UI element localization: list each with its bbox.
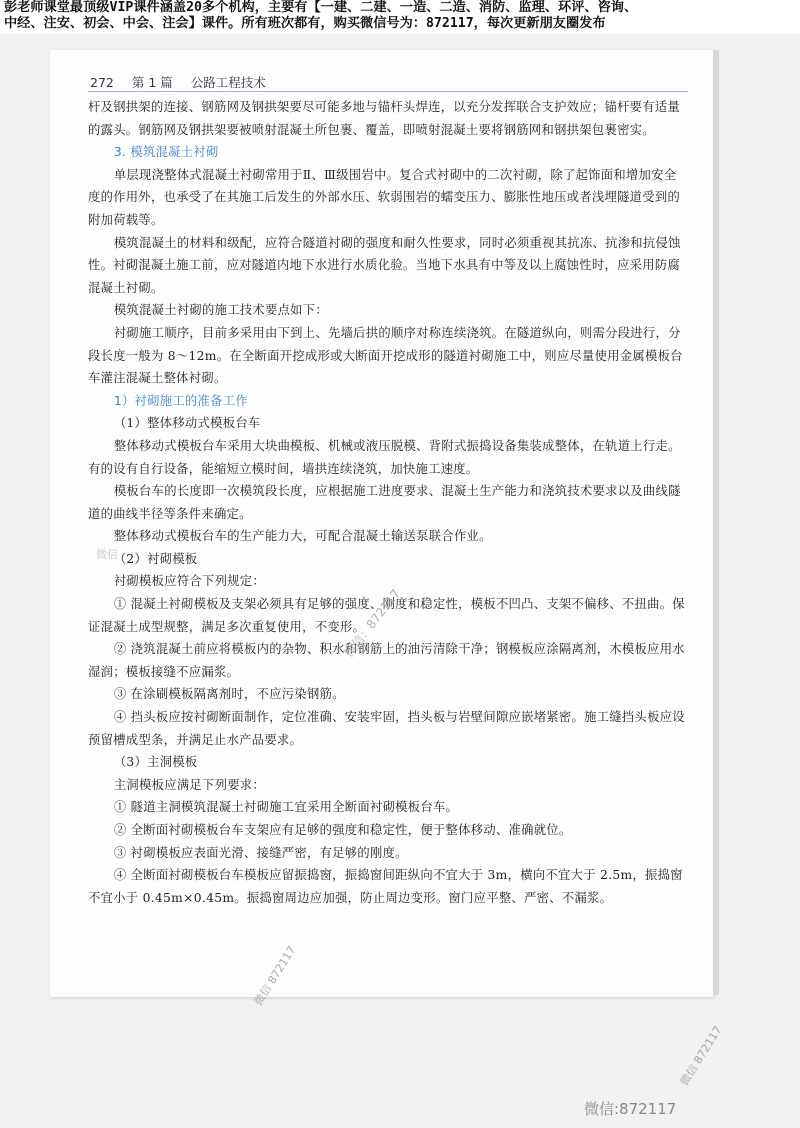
watermark-bottom: 微信:872117 xyxy=(584,1100,677,1118)
promo-banner xyxy=(0,0,800,34)
paragraph: ① 混凝土衬砌模板及支架必须具有足够的强度、刚度和稳定性，模板不凹凸、支架不偏移、不扭曲。保证混凝土成型规整，满足多次重复使用，不变形。 xyxy=(88,597,685,634)
paragraph: 单层现浇整体式混凝土衬砌常用于Ⅱ、Ⅲ级围岩中。复合式衬砌中的二次衬砌，除了起饰面和增加安全度的作用外，也承受了在其施工后发生的外部水压、软弱围岩的蠕变压力、膨胀性地压或者浅埋隧道受到的附加荷载等。 xyxy=(88,167,681,227)
page-number: 272 xyxy=(90,75,114,90)
paragraph: 整体移动式模板台车采用大块曲模板、机械或液压脱模、背附式振捣设备集装成整体，在轨道上行走。有的设有自行设备，能缩短立模时间，墙拱连续浇筑，加快施工速度。 xyxy=(88,438,681,476)
paragraph: 模筑混凝土的材料和级配，应符合隧道衬砌的强度和耐久性要求，同时必须重视其抗冻、抗渗和抗侵蚀性。衬砌混凝土施工前，应对隧道内地下水进行水质化验。当地下水具有中等及以上腐蚀性时，应采用防腐混凝土衬砌。 xyxy=(88,235,681,295)
paragraph: 衬砌模板应符合下列规定： xyxy=(113,574,265,589)
promo-line-2: 中经、注安、初会、中会、注会】课件。所有班次都有，购买微信号为：872117，每次更新朋友圈发布 xyxy=(4,16,606,31)
promo-line-1: 彭老师课堂最顶级VIP课件涵盖20多个机构，主要有【一建、二建、一造、二造、消防、监理、环评、咨询、 xyxy=(4,0,638,15)
watermark-middle: 微信：872117 xyxy=(341,586,403,660)
section-heading: 1）衬砌施工的准备工作 xyxy=(113,393,248,408)
paragraph: 衬砌施工顺序，目前多采用由下到上、先墙后拱的顺序对称连续浇筑。在隧道纵向，则需分段进行，分段长度一般为 8～12m。在全断面开挖成形或大断面开挖成形的隧道衬砌施工中，则应尽量使用金属模板台车灌注混凝土整体衬砌。 xyxy=(88,325,683,386)
page-edge xyxy=(713,50,719,995)
paragraph: ③ 在涂刷模板隔离剂时，不应污染钢筋。 xyxy=(113,687,345,702)
paragraph: 主洞模板应满足下列要求： xyxy=(113,777,265,792)
header-rule xyxy=(88,91,688,92)
paragraph: 杆及钢拱架的连接、钢筋网及钢拱架要尽可能多地与锚杆头焊连，以充分发挥联合支护效应；锚杆要有适量的露头。钢筋网及钢拱架要被喷射混凝土所包裹、覆盖，即喷射混凝土要将钢筋网和钢拱架包裹密实。 xyxy=(88,100,681,137)
section-heading: 3. 模筑混凝土衬砌 xyxy=(113,145,219,160)
paragraph: ④ 全断面衬砌模板台车模板应留振捣窗，振捣窗间距纵向不宜大于 3m，横向不宜大于 2.5m，振捣窗不宜小于 0.45m×0.45m。振捣窗周边应加强，防止周边变形。窗门应平整、严密、不漏浆。 xyxy=(88,868,683,905)
paragraph: ③ 衬砌模板应表面光滑、接缝严密，有足够的刚度。 xyxy=(113,845,408,860)
paragraph: （2）衬砌模板 xyxy=(113,551,198,566)
paragraph: （3）主洞模板 xyxy=(113,755,198,770)
paragraph: 模板台车的长度即一次模筑段长度，应根据施工进度要求、混凝土生产能力和浇筑技术要求以及曲线隧道的曲线半径等条件来确定。 xyxy=(88,484,681,521)
watermark-corner: 微信 872117 xyxy=(677,1023,725,1088)
paragraph: （1）整体移动式模板台车 xyxy=(113,416,261,431)
running-header xyxy=(90,73,690,93)
chapter-title: 公路工程技术 xyxy=(190,75,266,90)
watermark-left: 微信 xyxy=(96,548,118,561)
paragraph: ④ 挡头板应按衬砌断面制作，定位准确、安装牢固，挡头板与岩壁间隙应嵌堵紧密。施工缝挡头板应设预留槽成型条，并满足止水产品要求。 xyxy=(88,710,685,747)
paragraph: ② 浇筑混凝土前应将模板内的杂物、积水和钢筋上的油污清除干净；钢模板应涂隔离剂，木模板应用水湿润；模板接缝不应漏浆。 xyxy=(88,642,685,679)
paragraph: 模筑混凝土衬砌的施工技术要点如下： xyxy=(113,303,328,318)
paragraph: ② 全断面衬砌模板台车支架应有足够的强度和稳定性，便于整体移动、准确就位。 xyxy=(113,823,572,837)
watermark-lower: 微信 872117 xyxy=(251,943,299,1008)
body-text xyxy=(88,96,688,909)
paragraph: 整体移动式模板台车的生产能力大，可配合混凝土输送泵联合作业。 xyxy=(113,529,492,544)
paragraph: ① 隧道主洞模筑混凝土衬砌施工宜采用全断面衬砌模板台车。 xyxy=(113,800,459,815)
part-label: 第 1 篇 xyxy=(131,75,173,90)
